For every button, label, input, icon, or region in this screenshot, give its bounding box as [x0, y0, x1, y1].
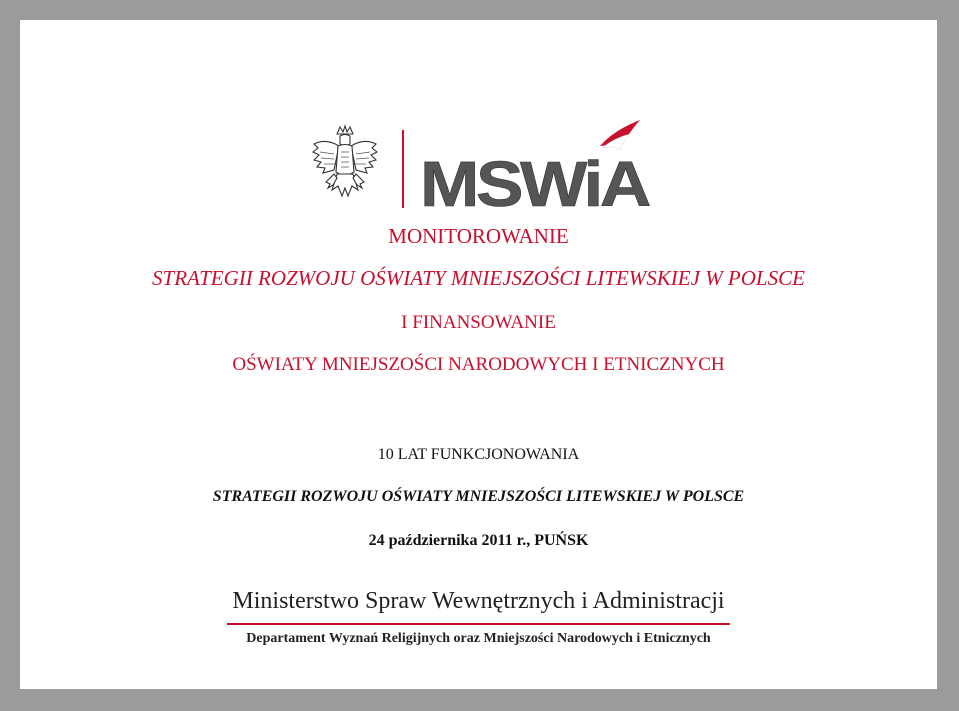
- event-date-place: 24 października 2011 r., PUŃSK: [368, 532, 589, 549]
- wordmark: MSWiA: [420, 148, 650, 210]
- logo-row: [20, 20, 937, 220]
- footer-divider: [227, 623, 730, 625]
- ministry-name: Ministerstwo Spraw Wewnętrznych i Administracji: [232, 588, 725, 614]
- title-line-4: OŚWIATY MNIEJSZOŚCI NARODOWYCH I ETNICZNYCH: [232, 354, 725, 375]
- title-line-2: STRATEGII ROZWOJU OŚWIATY MNIEJSZOŚCI LITEWSKIEJ W POLSCE: [152, 266, 805, 290]
- logo-divider: [402, 130, 404, 208]
- department-name: Departament Wyznań Religijnych oraz Mniejszości Narodowych i Etnicznych: [246, 631, 711, 646]
- event-line-1: 10 LAT FUNKCJONOWANIA: [377, 446, 580, 463]
- title-line-3: I FINANSOWANIE: [401, 312, 556, 333]
- title-line-1: MONITOROWANIE: [388, 224, 569, 248]
- mswia-logo: [416, 118, 652, 210]
- event-line-2: STRATEGII ROZWOJU OŚWIATY MNIEJSZOŚCI LITEWSKIEJ W POLSCE: [212, 488, 745, 505]
- eagle-icon: [310, 124, 380, 206]
- slide: [20, 20, 937, 689]
